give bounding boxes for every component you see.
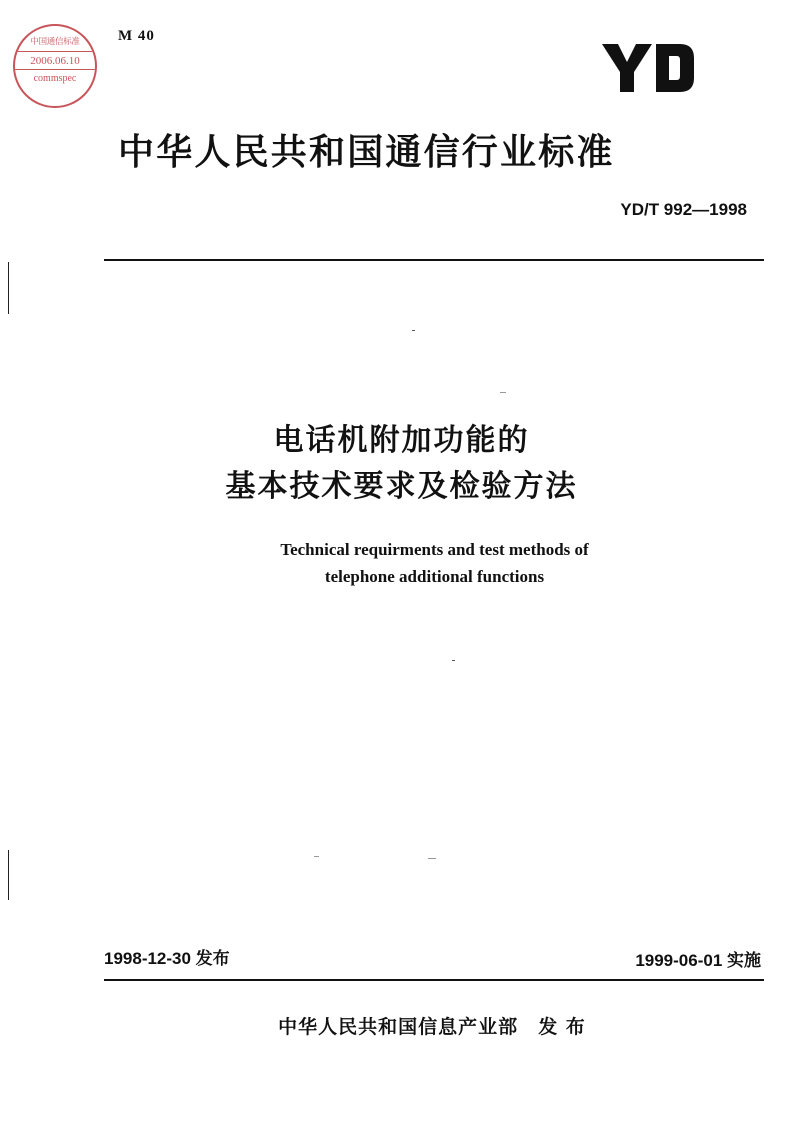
yd-logo-icon [600, 40, 696, 96]
scan-speck [314, 856, 319, 857]
yd-logo [600, 40, 696, 96]
title-en-line-1: Technical requirments and test methods of [280, 540, 589, 559]
certification-stamp [13, 24, 97, 108]
stamp-site: commspec [33, 73, 77, 84]
title-en-line-2: telephone additional functions [324, 567, 545, 586]
publisher-line [0, 1012, 803, 1039]
document-title-en [0, 536, 803, 590]
scan-speck [500, 392, 506, 393]
scan-speck [412, 330, 415, 331]
publisher-name: 中华人民共和国信息产业部 [278, 1016, 519, 1038]
margin-mark-bottom [8, 850, 9, 900]
publish-label: 发 布 [538, 1016, 586, 1038]
stamp-date: 2006.06.10 [15, 51, 95, 70]
margin-mark-top [8, 262, 9, 314]
standard-number: YD/T 992—1998 [620, 200, 747, 219]
classification-code: M 40 [118, 28, 155, 44]
scan-speck [428, 858, 436, 859]
title-cn-line-2: 基本技术要求及检验方法 [225, 469, 578, 504]
issue-date: 1998-12-30 发布 [104, 949, 230, 968]
standard-org-title: 中华人民共和国通信行业标准 [118, 132, 615, 173]
scan-speck [452, 660, 455, 661]
header-divider [104, 259, 764, 261]
implementation-date: 1999-06-01 实施 [635, 951, 761, 970]
footer-divider [104, 979, 764, 981]
title-cn-line-1: 电话机附加功能的 [273, 423, 530, 458]
stamp-org: 中国通信标准 [30, 37, 80, 47]
document-title-cn [0, 418, 803, 510]
